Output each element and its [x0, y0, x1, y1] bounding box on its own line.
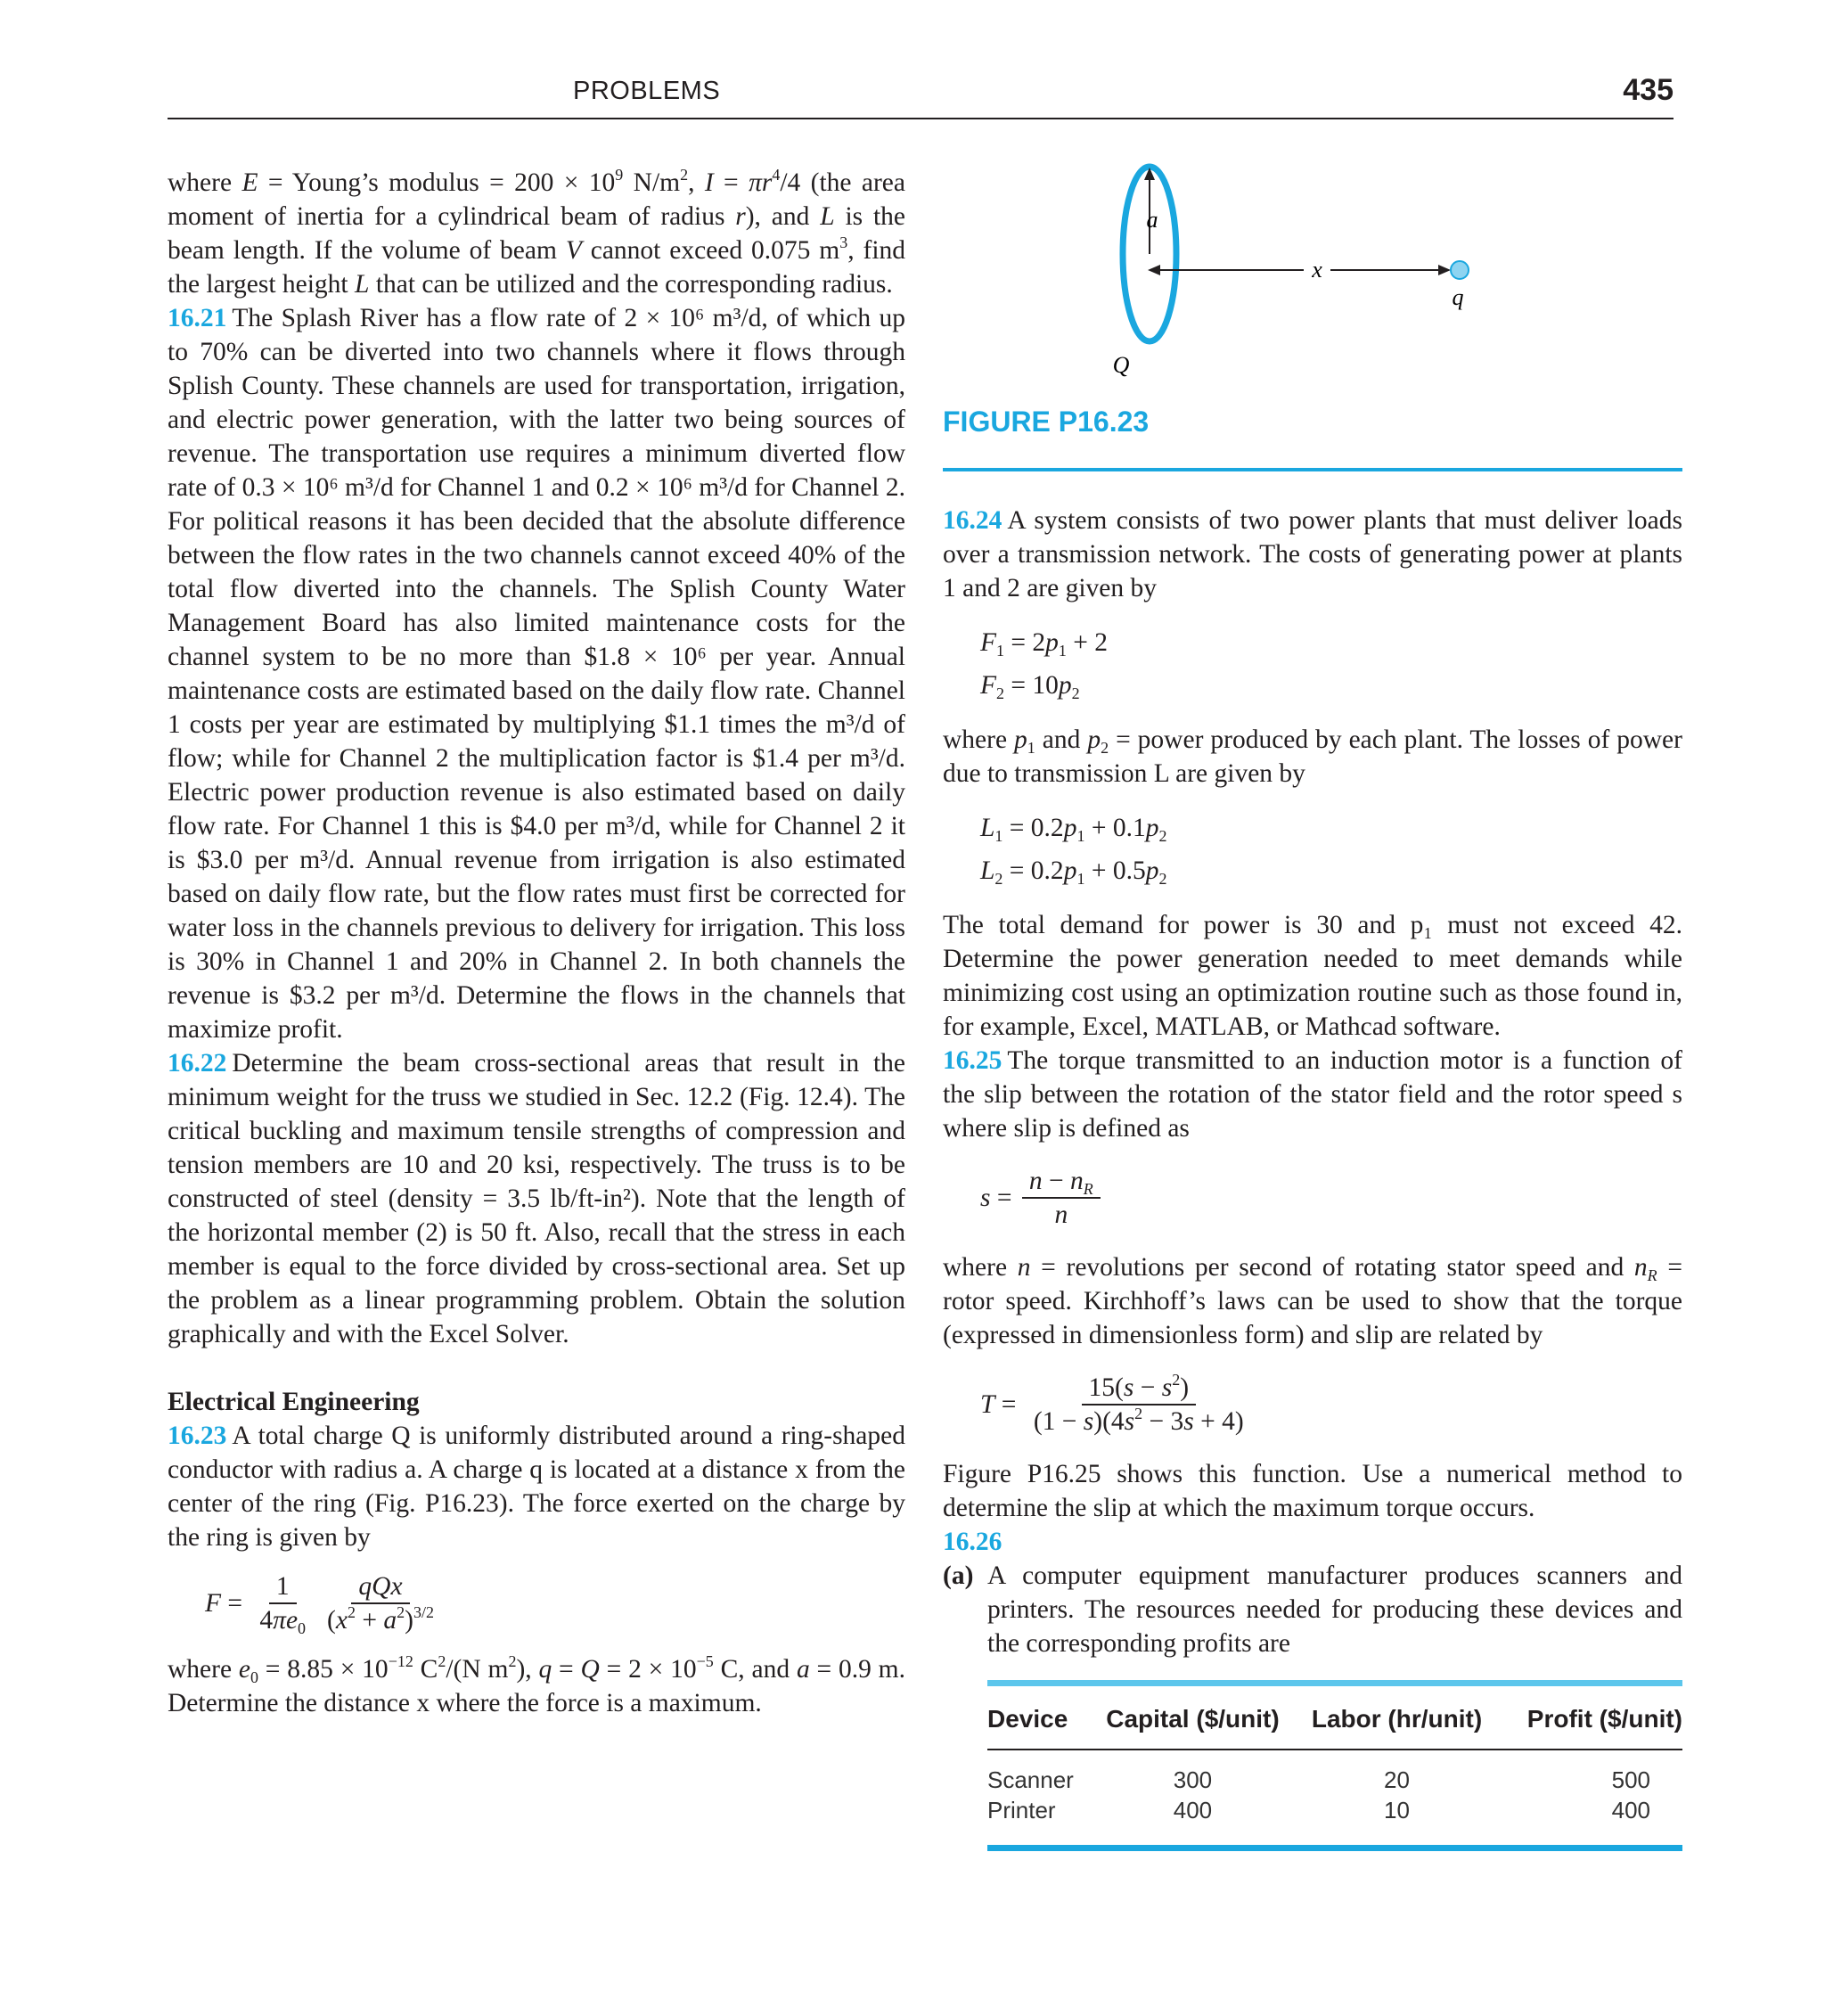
figure-caption: FIGURE P16.23	[943, 406, 1150, 438]
running-header	[168, 73, 1674, 119]
figure-p16-23	[943, 160, 1682, 477]
table-cell: Scanner	[987, 1766, 1074, 1793]
col-header: Device	[987, 1684, 1090, 1750]
table-row	[987, 1795, 1682, 1848]
torque-equation: T = $\frac{15(s - s^2)}{(1 - s)(4s^2 - 3s + 4)}$	[980, 1371, 1244, 1436]
loss-equations: $L_1 = 0.2p_1 + 0.1p_2$ $L_2 = 0.2p_1 + 0.5p_2$	[980, 814, 1167, 888]
problem-number: 16.21	[168, 304, 227, 332]
figure-rule	[943, 468, 1682, 471]
label-q: q	[1452, 284, 1464, 310]
problem-16-23: 16.23 A total charge Q is uniformly distributed around a ring-shaped conductor with radius a. A charge q is located at a distance x from the center of the ring (Fig. P16.23). The force exerted on the charge by the ring is given by	[168, 1422, 905, 1552]
col-header: Capital ($/unit)	[1090, 1684, 1296, 1750]
section-heading: Electrical Engineering	[168, 1388, 420, 1416]
slip-equation: s = $\frac{n - n_R}{n}$	[943, 1165, 1682, 1231]
table-cell: 10	[1296, 1795, 1498, 1848]
label-a: a	[1146, 207, 1158, 233]
problem-16-25-task: Figure P16.25 shows this function. Use a numerical method to determine the slip at which the maximum torque occurs.	[943, 1460, 1682, 1522]
problem-number: 16.23	[168, 1422, 227, 1450]
table-cell: 500	[1611, 1766, 1650, 1793]
table-cell: 20	[1384, 1766, 1410, 1793]
problem-16-23-constants: where $e_0 = 8.85 \times 10^{-12}$ $C^2/(N$ $m^2$), $q = Q = 2 \times 10^{-5}$ C, and a = 0.9 m. Determine the distance x where the force is a maximum.	[168, 1652, 906, 1717]
table-cell: 300	[1173, 1766, 1213, 1793]
table-cell: 400	[1498, 1795, 1682, 1848]
problem-number: 16.24	[943, 506, 1003, 535]
problem-number: 16.22	[168, 1049, 227, 1078]
page-number: 435	[1623, 73, 1674, 107]
right-column	[943, 504, 1682, 1851]
section-title: PROBLEMS	[573, 77, 721, 105]
problem-16-25: 16.25 The torque transmitted to an induction motor is a function of the slip between the rotation of the stator field and the rotor speed s where slip is defined as	[943, 1046, 1682, 1143]
distance-arrowhead-right	[1438, 265, 1451, 275]
part-label: (a)	[943, 1561, 974, 1590]
label-x: x	[1312, 257, 1322, 283]
point-charge	[1451, 261, 1469, 279]
problem-16-26	[943, 1525, 1682, 1559]
beam-continuation: where E = Young’s modulus = $200 \times 10^9$ $N/m^2$, $I = \pi r^4/4$ (the area moment of inertia for a cylindrical beam of radius r), and L is the beam length. If the volume of beam V cannot exceed 0.075 $m^3$, find the largest height L that can be utilized and the corresponding radius.	[168, 166, 906, 299]
table-cell: 400	[1090, 1795, 1296, 1848]
table-cell: Printer	[987, 1795, 1090, 1848]
force-equation: F = $\frac{1}{4\pi e_0}$ $\frac{\text{qQx}}{(x^2 + a^2)^{3/2}}$	[205, 1572, 434, 1637]
distance-arrowhead-left	[1148, 265, 1160, 275]
table-row	[987, 1750, 1682, 1795]
speed-definition: where n = revolutions per second of rotating stator speed and $n_R$ = rotor speed. Kirchhoff’s laws can be used to show that the torque (expressed in dimensionless form) and slip are related by	[943, 1253, 1682, 1349]
problem-16-26a: (a) A computer equipment manufacturer produces scanners and printers. The resources needed for producing these devices and the corresponding profits are	[943, 1559, 1682, 1660]
label-Q: Q	[1112, 352, 1130, 378]
cost-equations: $F_1 = 2p_1 + 2$ $F_2 = 10p_2$	[980, 628, 1109, 702]
col-header: Labor (hr/unit)	[1296, 1684, 1498, 1750]
problem-16-21: 16.21 The Splash River has a flow rate of 2 × 10⁶ m³/d, of which up to 70% can be diverted into two channels where it flows through Splish County. These channels are used for transportation, irrigation, and electric power generation, with the latter two being sources of revenue. The transportation use requires a minimum diverted flow rate of 0.3 × 10⁶ m³/d for Channel 1 and 0.2 × 10⁶ m³/d for Channel 2. For political reasons it has been decided that the absolute difference between the flow rates in the two channels cannot exceed 40% of the total flow diverted into the channels. The Splish County Water Management Board has also limited maintenance costs for the channel system to be no more than $1.8 × 10⁶ per year. Annual maintenance costs are estimated based on the daily flow rate. Channel 1 costs per year are estimated by multiplying $1.1 times the m³/d of flow; while for Channel 2 the multiplication factor is $1.4 per m³/d. Electric power production revenue is also estimated based on daily flow rate. For Channel 1 this is $4.0 per m³/d, while for Channel 2 it is $3.0 per m³/d. Annual revenue from irrigation is also estimated based on daily flow rate, but the flow rates must first be corrected for water loss in the channels previous to delivery for irrigation. This loss is 30% in Channel 1 and 20% in Channel 2. In both channels the revenue is $3.2 per m³/d. Determine the flows in the channels that maximize profit.	[168, 304, 905, 1044]
ring-charge-diagram	[943, 160, 1682, 401]
problem-16-24-task: The total demand for power is 30 and p₁ must not exceed 42. Determine the power generation needed to meet demands while minimizing cost using an optimization routine such as those found in, for example, Excel, MATLAB, or Mathcad software.	[943, 911, 1682, 1041]
problem-16-24: 16.24 A system consists of two power plants that must deliver loads over a transmission network. The costs of generating power at plants 1 and 2 are given by	[943, 506, 1682, 602]
left-column	[168, 166, 905, 1720]
problem-number: 16.26	[943, 1528, 1003, 1556]
col-header: Profit ($/unit)	[1498, 1684, 1682, 1750]
power-definition: where $p_1$ and $p_2$ = power produced by each plant. The losses of power due to transmission L are given by	[943, 725, 1682, 788]
resource-table	[987, 1680, 1682, 1851]
problem-16-22: 16.22 Determine the beam cross-sectional areas that result in the minimum weight for the truss we studied in Sec. 12.2 (Fig. 12.4). The critical buckling and maximum tensile strengths of compression and tension members are 10 and 20 ksi, respectively. The truss is to be constructed of steel (density = 3.5 lb/ft-in²). Note that the length of the horizontal member (2) is 50 ft. Also, recall that the stress in each member is equal to the force divided by cross-sectional area. Set up the problem as a linear programming problem. Obtain the solution graphically and with the Excel Solver.	[168, 1049, 905, 1348]
problem-number: 16.25	[943, 1046, 1003, 1075]
